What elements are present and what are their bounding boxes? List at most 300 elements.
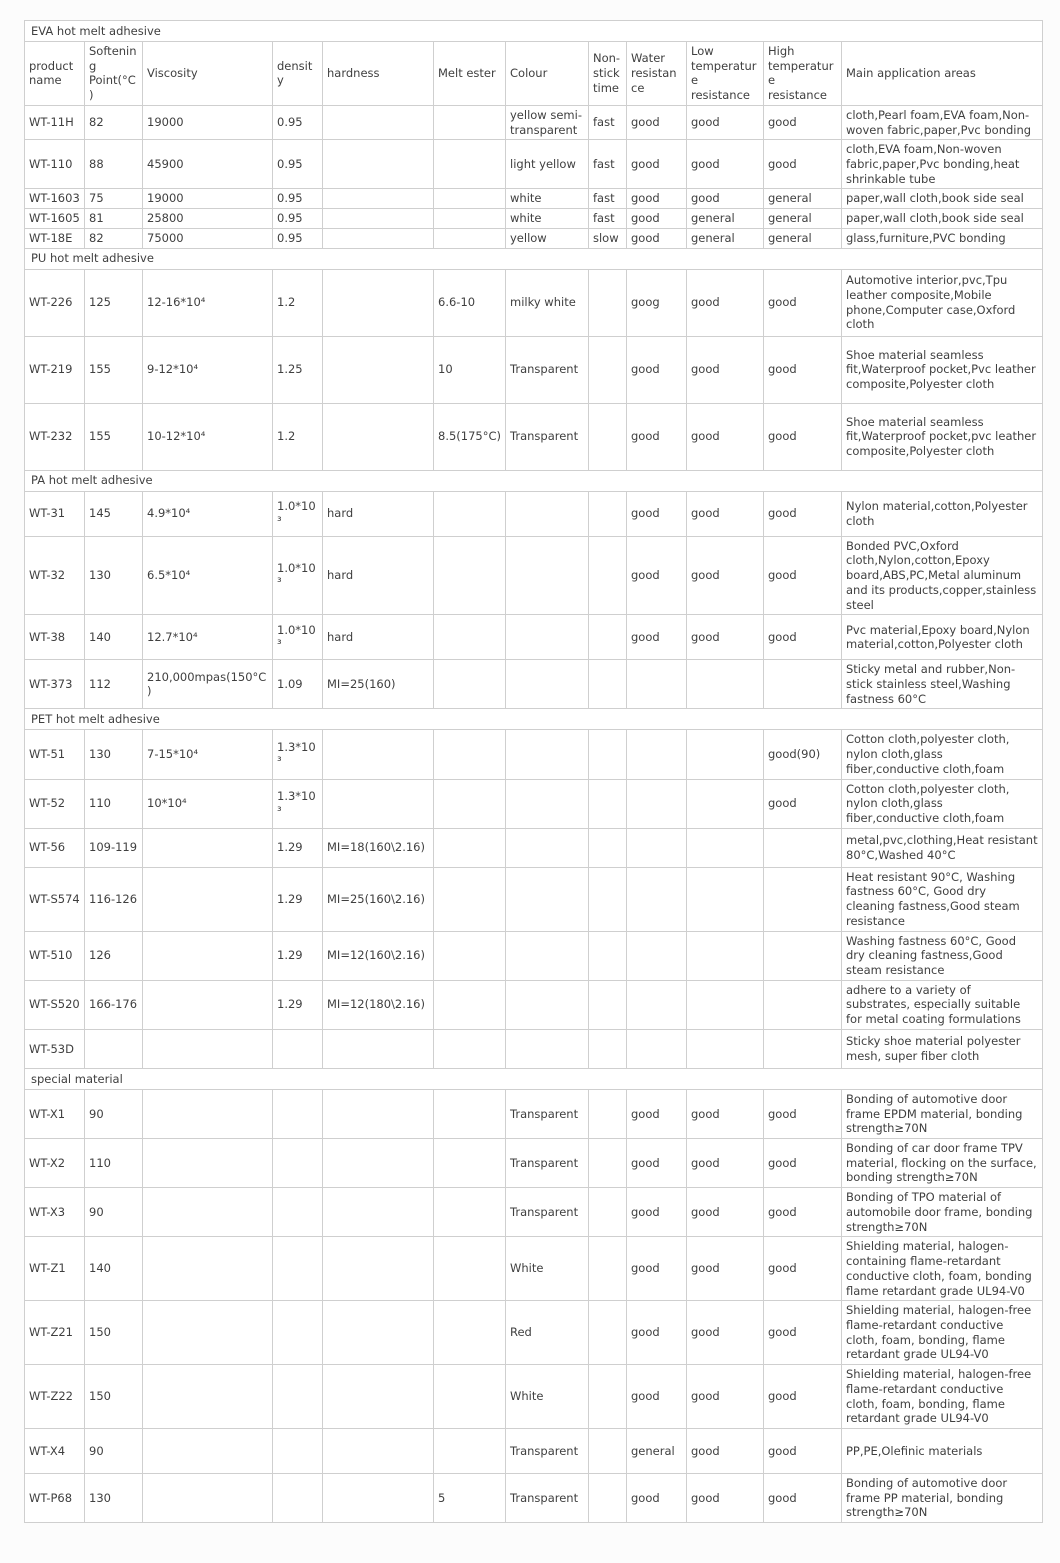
cell-melt-ester [434,615,506,660]
cell-main-application-areas: Cotton cloth,polyester cloth, nylon cloth,glass fiber,conductive cloth,foam [842,730,1043,779]
cell-high-temperature-resistance: general [764,209,842,229]
cell-low-temperature-resistance: good [687,1473,764,1522]
cell-density [273,1139,323,1188]
cell-main-application-areas: metal,pvc,clothing,Heat resistant 80°C,Washed 40°C [842,828,1043,867]
cell-non-stick-time [589,1473,627,1522]
cell-melt-ester [434,1188,506,1237]
cell-viscosity [143,1237,273,1301]
cell-softening-point: 150 [85,1365,143,1429]
column-header-low-temperature-resistance: Low temperature resistance [687,42,764,106]
section-title: PU hot melt adhesive [25,248,1043,269]
column-header-high-temperature-resistance: High temperature resistance [764,42,842,106]
column-header-viscosity: Viscosity [143,42,273,106]
cell-viscosity: 7-15*10⁴ [143,730,273,779]
cell-product-name: WT-18E [25,228,85,248]
cell-high-temperature-resistance [764,828,842,867]
cell-non-stick-time [589,1428,627,1473]
cell-melt-ester [434,189,506,209]
cell-hardness [323,779,434,828]
cell-softening-point: 126 [85,931,143,980]
cell-melt-ester [434,1365,506,1429]
table-row [25,1188,1043,1237]
table-row [25,1139,1043,1188]
cell-high-temperature-resistance: good [764,1428,842,1473]
cell-main-application-areas: Bonding of car door frame TPV material, flocking on the surface, bonding strength≥70N [842,1139,1043,1188]
cell-product-name: WT-Z22 [25,1365,85,1429]
cell-hardness [323,228,434,248]
cell-hardness [323,336,434,403]
cell-water-resistance [627,779,687,828]
cell-colour: light yellow [506,140,589,189]
cell-softening-point: 140 [85,1237,143,1301]
cell-low-temperature-resistance: good [687,1301,764,1365]
cell-softening-point: 90 [85,1089,143,1138]
cell-product-name: WT-P68 [25,1473,85,1522]
cell-high-temperature-resistance: good [764,1365,842,1429]
cell-softening-point: 125 [85,269,143,336]
cell-melt-ester [434,660,506,709]
cell-low-temperature-resistance [687,779,764,828]
cell-product-name: WT-53D [25,1029,85,1068]
cell-melt-ester [434,228,506,248]
cell-density [273,1428,323,1473]
cell-high-temperature-resistance: good [764,615,842,660]
cell-hardness: hard [323,536,434,615]
cell-density: 1.3*10³ [273,779,323,828]
cell-melt-ester [434,1428,506,1473]
cell-colour: Transparent [506,1188,589,1237]
cell-main-application-areas: cloth,Pearl foam,EVA foam,Non-woven fabric,paper,Pvc bonding [842,105,1043,139]
cell-melt-ester [434,536,506,615]
cell-water-resistance: good [627,1089,687,1138]
cell-melt-ester [434,1301,506,1365]
cell-melt-ester [434,980,506,1029]
table-row [25,615,1043,660]
column-header-colour: Colour [506,42,589,106]
cell-product-name: WT-Z1 [25,1237,85,1301]
cell-melt-ester [434,1139,506,1188]
cell-colour: white [506,189,589,209]
cell-water-resistance: good [627,403,687,470]
cell-hardness: MI=12(180\2.16) [323,980,434,1029]
cell-product-name: WT-X4 [25,1428,85,1473]
cell-viscosity: 4.9*10⁴ [143,491,273,536]
cell-non-stick-time [589,660,627,709]
cell-hardness [323,1139,434,1188]
table-row [25,1089,1043,1138]
cell-density: 0.95 [273,105,323,139]
cell-water-resistance: good [627,140,687,189]
cell-density: 0.95 [273,140,323,189]
cell-hardness [323,140,434,189]
table-row [25,403,1043,470]
cell-high-temperature-resistance: good [764,269,842,336]
cell-product-name: WT-31 [25,491,85,536]
cell-viscosity [143,828,273,867]
cell-density [273,1473,323,1522]
cell-non-stick-time [589,1301,627,1365]
cell-main-application-areas: Bonded PVC,Oxford cloth,Nylon,cotton,Epoxy board,ABS,PC,Metal aluminum and its products,copper,stainless steel [842,536,1043,615]
section-title-row [25,470,1043,491]
cell-water-resistance: good [627,1365,687,1429]
cell-softening-point: 166-176 [85,980,143,1029]
cell-main-application-areas: Heat resistant 90°C, Washing fastness 60°C, Good dry cleaning fastness,Good steam resistance [842,867,1043,931]
cell-main-application-areas: paper,wall cloth,book side seal [842,189,1043,209]
cell-melt-ester [434,1029,506,1068]
cell-hardness [323,105,434,139]
cell-water-resistance [627,980,687,1029]
cell-colour: Transparent [506,1089,589,1138]
cell-water-resistance [627,660,687,709]
cell-product-name: WT-110 [25,140,85,189]
cell-low-temperature-resistance: general [687,209,764,229]
cell-softening-point [85,1029,143,1068]
cell-viscosity [143,1029,273,1068]
cell-softening-point: 155 [85,336,143,403]
cell-hardness: hard [323,491,434,536]
cell-colour [506,730,589,779]
cell-softening-point: 90 [85,1188,143,1237]
cell-softening-point: 130 [85,1473,143,1522]
cell-density: 1.0*10³ [273,536,323,615]
cell-water-resistance: good [627,536,687,615]
cell-product-name: WT-51 [25,730,85,779]
table-row [25,536,1043,615]
section-title-row [25,248,1043,269]
cell-melt-ester [434,140,506,189]
cell-hardness [323,1029,434,1068]
cell-low-temperature-resistance: good [687,615,764,660]
cell-low-temperature-resistance: good [687,1139,764,1188]
table-body [25,21,1043,1523]
cell-main-application-areas: Shielding material, halogen-free flame-retardant conductive cloth, foam, bonding, flame retardant grade UL94-V0 [842,1365,1043,1429]
cell-hardness: MI=18(160\2.16) [323,828,434,867]
cell-melt-ester: 10 [434,336,506,403]
cell-main-application-areas: PP,PE,Olefinic materials [842,1428,1043,1473]
cell-low-temperature-resistance: good [687,1237,764,1301]
cell-product-name: WT-Z21 [25,1301,85,1365]
cell-viscosity: 10*10⁴ [143,779,273,828]
cell-colour [506,1029,589,1068]
cell-hardness [323,189,434,209]
cell-non-stick-time [589,1139,627,1188]
cell-non-stick-time [589,1365,627,1429]
cell-product-name: WT-38 [25,615,85,660]
cell-main-application-areas: Shoe material seamless fit,Waterproof pocket,pvc leather composite,Polyester cloth [842,403,1043,470]
cell-colour: white [506,209,589,229]
cell-softening-point: 109-119 [85,828,143,867]
cell-viscosity [143,931,273,980]
cell-viscosity [143,1365,273,1429]
cell-product-name: WT-1603 [25,189,85,209]
cell-melt-ester [434,931,506,980]
cell-main-application-areas: paper,wall cloth,book side seal [842,209,1043,229]
cell-product-name: WT-52 [25,779,85,828]
table-row [25,828,1043,867]
cell-water-resistance: good [627,1473,687,1522]
cell-colour [506,828,589,867]
cell-non-stick-time: fast [589,189,627,209]
table-row [25,189,1043,209]
table-row [25,209,1043,229]
cell-water-resistance: good [627,189,687,209]
cell-density: 1.25 [273,336,323,403]
cell-non-stick-time: fast [589,209,627,229]
cell-water-resistance: good [627,1188,687,1237]
cell-viscosity: 12.7*10⁴ [143,615,273,660]
cell-water-resistance: good [627,228,687,248]
cell-low-temperature-resistance: good [687,1089,764,1138]
cell-main-application-areas: Automotive interior,pvc,Tpu leather composite,Mobile phone,Computer case,Oxford cloth [842,269,1043,336]
cell-main-application-areas: glass,furniture,PVC bonding [842,228,1043,248]
cell-softening-point: 116-126 [85,867,143,931]
cell-low-temperature-resistance [687,660,764,709]
cell-density: 1.0*10³ [273,615,323,660]
cell-hardness [323,1428,434,1473]
cell-density: 1.0*10³ [273,491,323,536]
cell-melt-ester [434,1089,506,1138]
cell-viscosity [143,1428,273,1473]
cell-low-temperature-resistance: good [687,536,764,615]
cell-density [273,1237,323,1301]
cell-hardness [323,209,434,229]
cell-viscosity: 6.5*10⁴ [143,536,273,615]
cell-high-temperature-resistance: good [764,336,842,403]
cell-high-temperature-resistance: good [764,491,842,536]
cell-colour: Red [506,1301,589,1365]
cell-melt-ester [434,779,506,828]
cell-water-resistance: good [627,1139,687,1188]
cell-colour [506,867,589,931]
cell-high-temperature-resistance: general [764,228,842,248]
cell-softening-point: 140 [85,615,143,660]
cell-density [273,1188,323,1237]
cell-water-resistance: good [627,1237,687,1301]
cell-non-stick-time [589,730,627,779]
cell-colour: Transparent [506,403,589,470]
cell-product-name: WT-11H [25,105,85,139]
cell-product-name: WT-32 [25,536,85,615]
cell-non-stick-time [589,536,627,615]
cell-high-temperature-resistance: good [764,105,842,139]
cell-water-resistance: good [627,209,687,229]
cell-colour [506,660,589,709]
cell-non-stick-time [589,779,627,828]
cell-viscosity: 45900 [143,140,273,189]
cell-non-stick-time [589,336,627,403]
cell-colour [506,491,589,536]
cell-colour: White [506,1365,589,1429]
cell-product-name: WT-X1 [25,1089,85,1138]
cell-water-resistance: good [627,105,687,139]
cell-non-stick-time [589,867,627,931]
cell-softening-point: 130 [85,730,143,779]
cell-hardness: MI=25(160\2.16) [323,867,434,931]
column-header-water-resistance: Water resistance [627,42,687,106]
cell-non-stick-time [589,1188,627,1237]
cell-low-temperature-resistance: good [687,336,764,403]
cell-density: 1.2 [273,269,323,336]
cell-non-stick-time [589,931,627,980]
cell-softening-point: 110 [85,779,143,828]
cell-viscosity: 12-16*10⁴ [143,269,273,336]
cell-main-application-areas: Shoe material seamless fit,Waterproof pocket,Pvc leather composite,Polyester cloth [842,336,1043,403]
cell-non-stick-time: fast [589,140,627,189]
cell-water-resistance [627,931,687,980]
cell-hardness [323,403,434,470]
cell-product-name: WT-232 [25,403,85,470]
cell-colour: yellow semi-transparent [506,105,589,139]
cell-softening-point: 112 [85,660,143,709]
cell-non-stick-time: slow [589,228,627,248]
cell-water-resistance [627,867,687,931]
cell-viscosity [143,1301,273,1365]
column-header-softening-point: Softening Point(°C) [85,42,143,106]
cell-non-stick-time [589,980,627,1029]
cell-non-stick-time [589,269,627,336]
cell-low-temperature-resistance [687,1029,764,1068]
cell-low-temperature-resistance [687,867,764,931]
cell-viscosity [143,1089,273,1138]
cell-non-stick-time [589,1029,627,1068]
section-title: special material [25,1068,1043,1089]
cell-viscosity: 75000 [143,228,273,248]
cell-softening-point: 75 [85,189,143,209]
cell-softening-point: 81 [85,209,143,229]
column-header-melt-ester: Melt ester [434,42,506,106]
cell-viscosity: 25800 [143,209,273,229]
column-header-product-name: product name [25,42,85,106]
cell-main-application-areas: adhere to a variety of substrates, especially suitable for metal coating formulations [842,980,1043,1029]
cell-water-resistance: good [627,615,687,660]
cell-main-application-areas: Shielding material, halogen-free flame-retardant conductive cloth, foam, bonding, flame retardant grade UL94-V0 [842,1301,1043,1365]
cell-hardness: MI=25(160) [323,660,434,709]
cell-density [273,1365,323,1429]
cell-hardness [323,1473,434,1522]
cell-water-resistance: good [627,336,687,403]
cell-low-temperature-resistance: good [687,140,764,189]
table-row [25,1365,1043,1429]
table-row [25,779,1043,828]
cell-high-temperature-resistance [764,1029,842,1068]
cell-product-name: WT-1605 [25,209,85,229]
cell-product-name: WT-S574 [25,867,85,931]
cell-density [273,1029,323,1068]
cell-colour: Transparent [506,1473,589,1522]
cell-main-application-areas: Sticky shoe material polyester mesh, super fiber cloth [842,1029,1043,1068]
cell-high-temperature-resistance: good [764,1473,842,1522]
cell-viscosity: 9-12*10⁴ [143,336,273,403]
table-row [25,1029,1043,1068]
adhesive-spec-table [24,20,1043,1523]
column-header-hardness: hardness [323,42,434,106]
cell-hardness [323,269,434,336]
cell-non-stick-time: fast [589,105,627,139]
cell-softening-point: 145 [85,491,143,536]
cell-main-application-areas: Pvc material,Epoxy board,Nylon material,cotton,Polyester cloth [842,615,1043,660]
table-row [25,140,1043,189]
cell-hardness [323,730,434,779]
cell-low-temperature-resistance: good [687,1365,764,1429]
cell-product-name: WT-S520 [25,980,85,1029]
cell-product-name: WT-56 [25,828,85,867]
cell-low-temperature-resistance [687,980,764,1029]
cell-viscosity: 10-12*10⁴ [143,403,273,470]
cell-colour [506,931,589,980]
column-header-non-stick-time: Non-stick time [589,42,627,106]
cell-product-name: WT-510 [25,931,85,980]
cell-low-temperature-resistance: good [687,189,764,209]
cell-melt-ester [434,828,506,867]
column-header-density: density [273,42,323,106]
cell-softening-point: 150 [85,1301,143,1365]
cell-main-application-areas: Bonding of automotive door frame PP material, bonding strength≥70N [842,1473,1043,1522]
cell-density: 1.09 [273,660,323,709]
cell-hardness [323,1365,434,1429]
table-row [25,269,1043,336]
cell-hardness: MI=12(160\2.16) [323,931,434,980]
section-title: PET hot melt adhesive [25,709,1043,730]
cell-product-name: WT-373 [25,660,85,709]
cell-colour: yellow [506,228,589,248]
cell-viscosity: 19000 [143,189,273,209]
cell-high-temperature-resistance [764,931,842,980]
cell-viscosity [143,1139,273,1188]
cell-high-temperature-resistance: good [764,1237,842,1301]
cell-melt-ester [434,1237,506,1301]
cell-density: 1.3*10³ [273,730,323,779]
cell-softening-point: 110 [85,1139,143,1188]
cell-density: 0.95 [273,228,323,248]
cell-density: 1.2 [273,403,323,470]
cell-viscosity [143,1188,273,1237]
cell-product-name: WT-X2 [25,1139,85,1188]
cell-hardness [323,1301,434,1365]
cell-water-resistance [627,730,687,779]
table-row [25,228,1043,248]
cell-high-temperature-resistance [764,980,842,1029]
cell-low-temperature-resistance: good [687,105,764,139]
cell-hardness [323,1089,434,1138]
cell-high-temperature-resistance [764,867,842,931]
cell-high-temperature-resistance: good [764,1089,842,1138]
table-row [25,1473,1043,1522]
cell-viscosity [143,980,273,1029]
column-header-main-application-areas: Main application areas [842,42,1043,106]
cell-softening-point: 90 [85,1428,143,1473]
cell-product-name: WT-219 [25,336,85,403]
cell-softening-point: 82 [85,105,143,139]
cell-hardness: hard [323,615,434,660]
table-row [25,730,1043,779]
cell-softening-point: 155 [85,403,143,470]
cell-main-application-areas: Cotton cloth,polyester cloth, nylon cloth,glass fiber,conductive cloth,foam [842,779,1043,828]
cell-non-stick-time [589,1237,627,1301]
table-row [25,867,1043,931]
cell-melt-ester: 8.5(175°C) [434,403,506,470]
cell-high-temperature-resistance: good [764,536,842,615]
cell-high-temperature-resistance: good [764,1139,842,1188]
cell-colour: milky white [506,269,589,336]
cell-non-stick-time [589,1089,627,1138]
cell-high-temperature-resistance: good [764,403,842,470]
cell-colour: Transparent [506,336,589,403]
cell-low-temperature-resistance [687,828,764,867]
table-row [25,1301,1043,1365]
cell-melt-ester [434,105,506,139]
cell-non-stick-time [589,828,627,867]
table-row [25,931,1043,980]
